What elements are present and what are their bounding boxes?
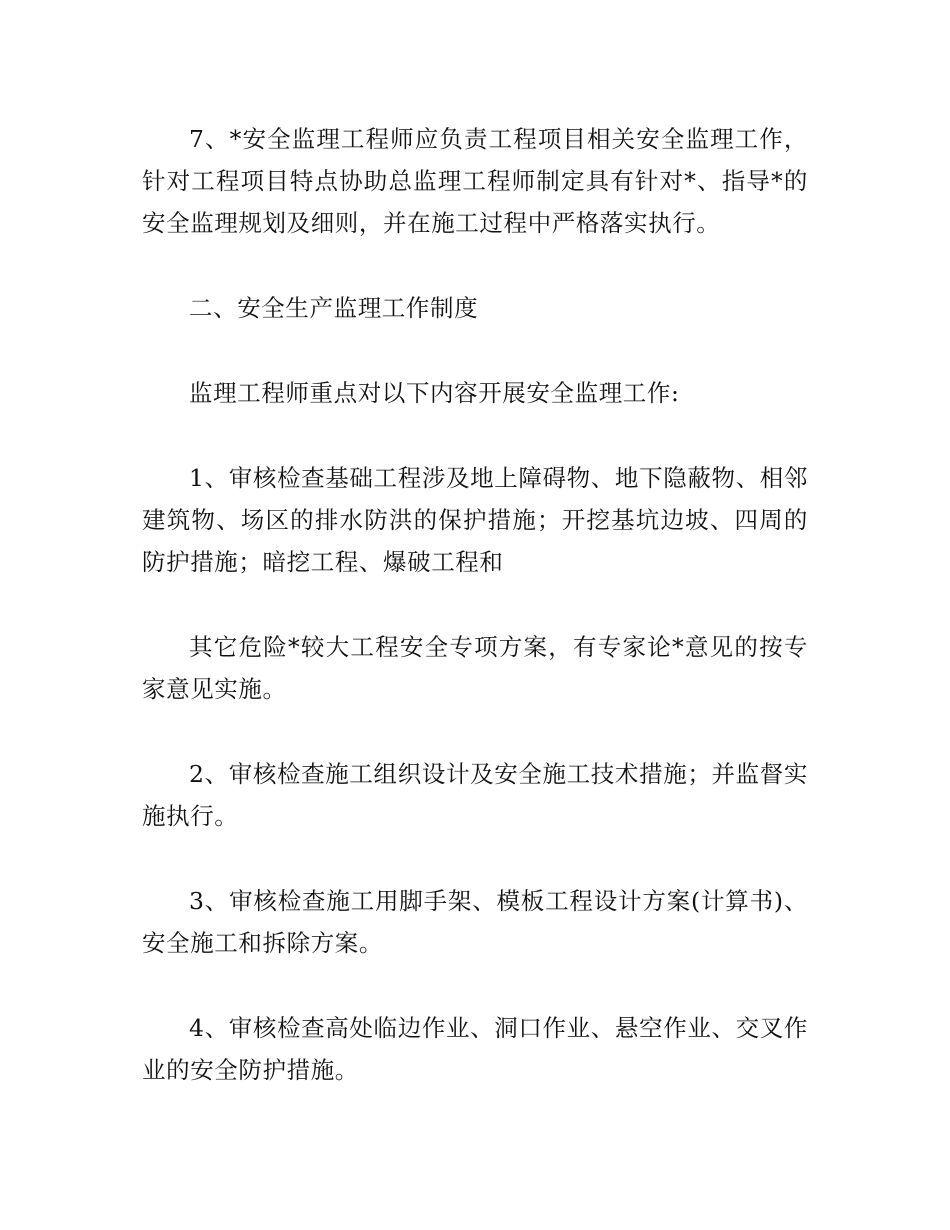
paragraph-item-3: 3、审核检查施工用脚手架、模板工程设计方案(计算书)、安全施工和拆除方案。 bbox=[142, 887, 808, 957]
paragraph-item-1-continued: 其它危险*较大工程安全专项方案，有专家论*意见的按专家意见实施。 bbox=[142, 633, 808, 703]
paragraph-item-7: 7、*安全监理工程师应负责工程项目相关安全监理工作，针对工程项目特点协助总监理工程师制定具有针对*、指导*的安全监理规划及细则，并在施工过程中严格落实执行。 bbox=[142, 125, 808, 237]
section-heading: 二、安全生产监理工作制度 bbox=[189, 294, 479, 322]
paragraph-item-4: 4、审核检查高处临边作业、洞口作业、悬空作业、交叉作业的安全防护措施。 bbox=[142, 1014, 808, 1084]
document-body bbox=[142, 118, 808, 1091]
paragraph-item-1: 1、审核检查基础工程涉及地上障碍物、地下隐蔽物、相邻建筑物、场区的排水防洪的保护措施；开挖基坑边坡、四周的防护措施；暗挖工程、爆破工程和 bbox=[142, 464, 808, 576]
intro-paragraph: 监理工程师重点对以下内容开展安全监理工作: bbox=[189, 379, 680, 407]
paragraph-item-2: 2、审核检查施工组织设计及安全施工技术措施；并监督实施执行。 bbox=[142, 760, 808, 830]
